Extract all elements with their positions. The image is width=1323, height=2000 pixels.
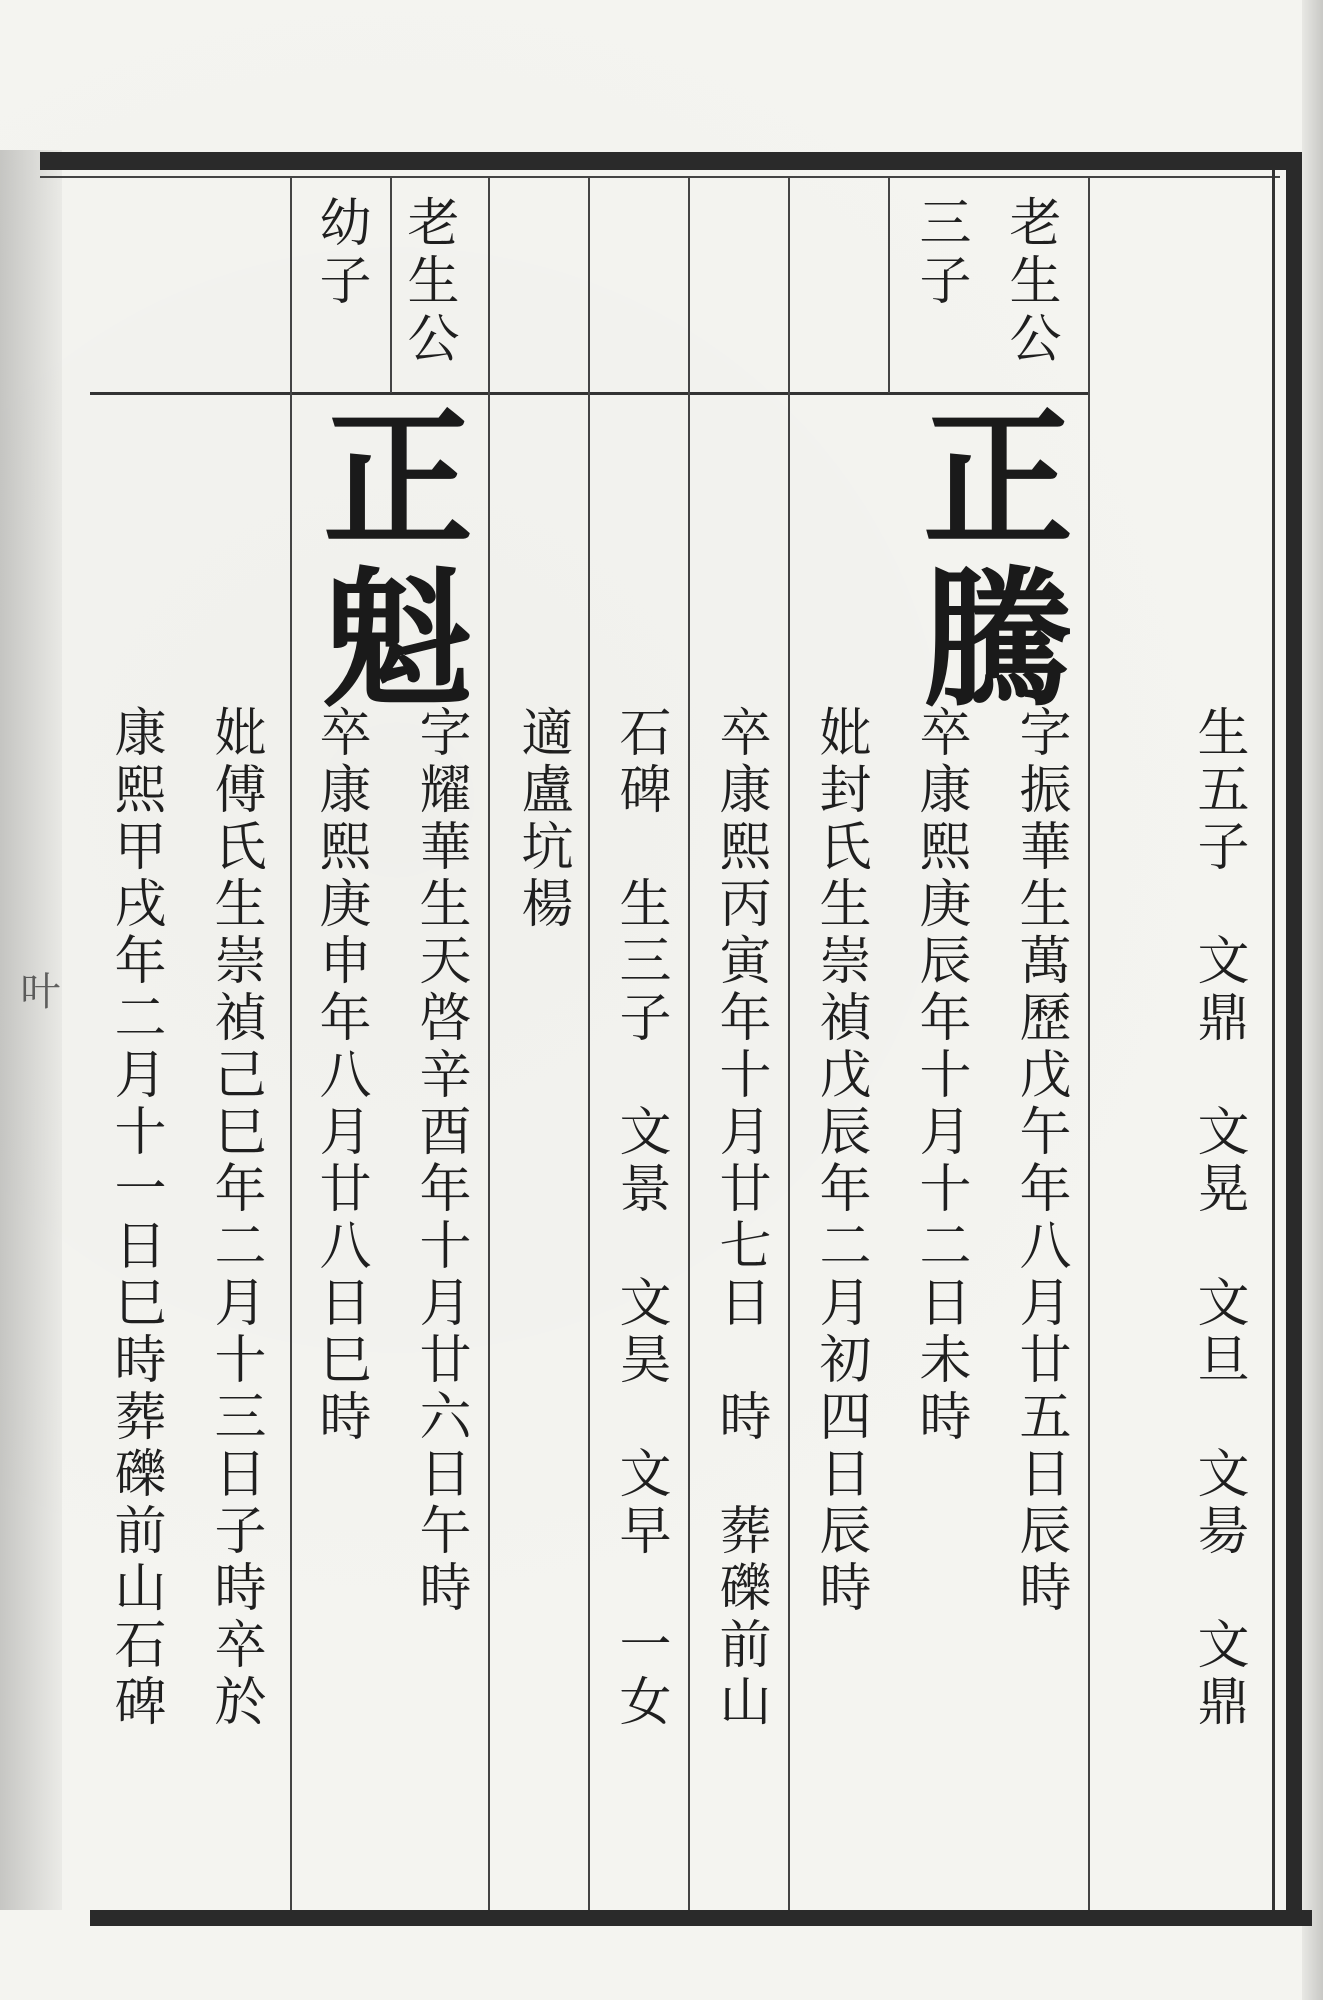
binding-edge bbox=[0, 150, 62, 1910]
person-1-wife-death: 卒康熙丙寅年十月廿七日 時 葬礫前山 bbox=[710, 705, 770, 1731]
column-rule bbox=[788, 178, 790, 1910]
frame-bottom-border bbox=[90, 1910, 1312, 1926]
person-name-1: 正騰 bbox=[897, 400, 1073, 720]
column-rule bbox=[888, 178, 890, 393]
person-1-daughter-marriage: 適盧坑楊 bbox=[512, 705, 572, 933]
person-2-death: 卒康熙庚申年八月廿八日巳時 bbox=[310, 705, 370, 1446]
person-1-birth: 字振華生萬歷戊午年八月廿五日辰時 bbox=[1010, 705, 1070, 1617]
header-rank-2: 幼子 bbox=[310, 195, 370, 311]
frame-right-border bbox=[1286, 152, 1302, 1926]
header-rank-1: 三子 bbox=[910, 195, 970, 311]
header-separator bbox=[90, 392, 1090, 395]
frame-top-border bbox=[40, 152, 1302, 170]
frame-top-inner-line bbox=[40, 176, 1280, 178]
page-shadow bbox=[1302, 0, 1323, 2000]
person-1-children: 石碑 生三子 文景 文昊 文早 一女 bbox=[610, 705, 670, 1731]
column-rule bbox=[390, 178, 392, 393]
person-1-wife: 妣封氏生崇禎戊辰年二月初四日辰時 bbox=[810, 705, 870, 1617]
column-rule bbox=[290, 178, 292, 1910]
header-father-2: 老生公 bbox=[398, 195, 458, 369]
column-sons-list: 生五子 文鼎 文晃 文旦 文昜 文鼎 bbox=[1188, 705, 1248, 1731]
frame-right-inner-line bbox=[1272, 170, 1275, 1910]
column-rule bbox=[488, 178, 490, 1910]
person-2-birth: 字耀華生天啓辛酉年十月廿六日午時 bbox=[410, 705, 470, 1617]
column-rule bbox=[688, 178, 690, 1910]
person-2-wife: 妣傅氏生崇禎己巳年二月十三日子時卒於 bbox=[205, 705, 265, 1731]
person-name-2: 正魁 bbox=[297, 400, 473, 720]
person-2-wife-death: 康熙甲戌年二月十一日巳時葬礫前山石碑 bbox=[105, 705, 165, 1731]
column-rule bbox=[1088, 178, 1090, 1910]
header-father-1: 老生公 bbox=[1000, 195, 1060, 369]
edge-text: 叶 bbox=[14, 970, 60, 1010]
person-1-death: 卒康熙庚辰年十月十二日未時 bbox=[910, 705, 970, 1446]
column-rule bbox=[588, 178, 590, 1910]
